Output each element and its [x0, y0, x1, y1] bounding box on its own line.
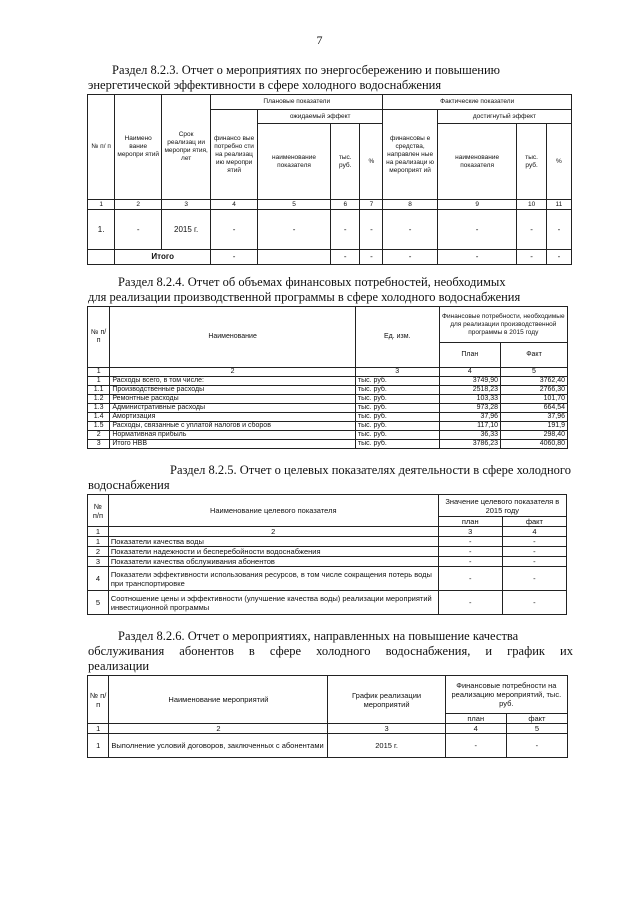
- cell: -: [438, 547, 502, 557]
- cell: -: [546, 250, 571, 265]
- cell: Показатели качества обслуживания абонентов: [108, 557, 438, 567]
- cell: -: [517, 210, 546, 250]
- cell: Производственные расходы: [110, 386, 356, 395]
- col-num: 1: [88, 368, 110, 377]
- cell: 191,9: [501, 422, 568, 431]
- cell: Показатели качества воды: [108, 537, 438, 547]
- cell: Амортизация: [110, 413, 356, 422]
- cell: -: [383, 210, 438, 250]
- cell: 1.2: [88, 395, 110, 404]
- table-row: [88, 210, 572, 250]
- cell: -: [502, 547, 566, 557]
- cell: -: [331, 250, 360, 265]
- cell: 1: [88, 537, 109, 547]
- cell: Нормативная прибыль: [110, 431, 356, 440]
- header-cell: Плановые показатели: [211, 95, 383, 110]
- cell: 1.5: [88, 422, 110, 431]
- cell: Показатели эффективности использования ресурсов, в том числе сокращения потерь воды при транспортировке: [108, 567, 438, 591]
- header-cell: Финансовые потребности, необходимые для реализации производственной программы в 2015 году: [439, 307, 567, 343]
- header-cell: План: [439, 343, 500, 368]
- col-num: 2: [109, 724, 328, 734]
- energy-saving-table: [87, 94, 572, 265]
- header-cell: %: [546, 124, 571, 200]
- cell: Выполнение условий договоров, заключенных с абонентами: [109, 734, 328, 758]
- cell: 101,70: [501, 395, 568, 404]
- cell: 2015 г.: [162, 210, 211, 250]
- total-label: Итого: [115, 250, 211, 265]
- cell: 1.1: [88, 386, 110, 395]
- cell: Итого НВВ: [110, 440, 356, 449]
- cell: 117,10: [439, 422, 500, 431]
- header-cell: Значение целевого показателя в 2015 году: [438, 495, 566, 517]
- cell: 1: [88, 734, 109, 758]
- section-title-line: Раздел 8.2.6. Отчет о мероприятиях, направленных на повышение качества: [118, 629, 519, 643]
- cell: 5: [88, 591, 109, 615]
- header-cell: финансовы е средства, направлен ные на реализаци ю мероприят ий: [383, 110, 438, 200]
- cell: -: [506, 734, 567, 758]
- header-cell: Срок реализац ии меропри ятия, лет: [162, 95, 211, 200]
- header-cell: план: [445, 714, 506, 724]
- cell: тыс. руб.: [355, 431, 439, 440]
- cell: тыс. руб.: [355, 413, 439, 422]
- cell: 973,28: [439, 404, 500, 413]
- cell: -: [438, 557, 502, 567]
- col-num: 11: [546, 200, 571, 210]
- cell: 4060,80: [501, 440, 568, 449]
- col-num: 4: [211, 200, 258, 210]
- section-title: [88, 275, 573, 305]
- col-num: 2: [108, 527, 438, 537]
- col-num: 9: [437, 200, 517, 210]
- target-indicators-table: [87, 494, 567, 615]
- section-title-line: Раздел 8.2.3. Отчет о мероприятиях по энергосбережению и повышению: [112, 63, 500, 77]
- col-num: 8: [383, 200, 438, 210]
- table-row: [88, 404, 568, 413]
- cell: -: [115, 210, 162, 250]
- header-cell: № п/п: [88, 676, 109, 724]
- section-title: [88, 629, 573, 674]
- header-cell: Наименование мероприятий: [109, 676, 328, 724]
- service-quality-table: [87, 675, 568, 758]
- header-cell: Наименование: [110, 307, 356, 368]
- header-cell: Наименование целевого показателя: [108, 495, 438, 527]
- header-cell: № п/п: [88, 307, 110, 368]
- cell: Расходы всего, в том числе:: [110, 377, 356, 386]
- cell: -: [383, 250, 438, 265]
- table-row: [88, 377, 568, 386]
- section-title-line: Раздел 8.2.4. Отчет об объемах финансовых потребностей, необходимых: [118, 275, 506, 289]
- cell: 2: [88, 547, 109, 557]
- col-num: 1: [88, 200, 115, 210]
- cell: 3: [88, 557, 109, 567]
- cell: тыс. руб.: [355, 386, 439, 395]
- header-cell: № п/п: [88, 495, 109, 527]
- cell: -: [437, 250, 517, 265]
- table-row: [88, 734, 568, 758]
- cell: -: [438, 567, 502, 591]
- table-row: [88, 567, 567, 591]
- section-title-line: обслуживания абонентов в сфере холодного водоснабжения, и график их: [88, 644, 573, 658]
- col-num: 3: [355, 368, 439, 377]
- table-row: [88, 413, 568, 422]
- section-title-line: водоснабжения: [88, 478, 170, 492]
- table-row: [88, 431, 568, 440]
- header-cell: Наимено вание меропри ятий: [115, 95, 162, 200]
- header-cell: %: [360, 124, 383, 200]
- section-title-line: Раздел 8.2.5. Отчет о целевых показателях деятельности в сфере холодного: [170, 463, 571, 477]
- cell: -: [211, 250, 258, 265]
- table-row: [88, 386, 568, 395]
- cell: -: [502, 591, 566, 615]
- header-cell: факт: [502, 517, 566, 527]
- col-num: 6: [331, 200, 360, 210]
- col-num: 7: [360, 200, 383, 210]
- section-title: [90, 63, 575, 93]
- col-num: 5: [258, 200, 331, 210]
- col-num: 4: [439, 368, 500, 377]
- table-row: [88, 422, 568, 431]
- cell: 2518,23: [439, 386, 500, 395]
- cell: 1.: [88, 210, 115, 250]
- cell: Показатели надежности и бесперебойности водоснабжения: [108, 547, 438, 557]
- cell: 3: [88, 440, 110, 449]
- cell: 1.4: [88, 413, 110, 422]
- col-num: 4: [502, 527, 566, 537]
- header-cell: наименование показателя: [437, 124, 517, 200]
- col-num: 4: [445, 724, 506, 734]
- header-cell: достигнутый эффект: [437, 110, 571, 124]
- cell: 2015 г.: [328, 734, 445, 758]
- header-cell: план: [438, 517, 502, 527]
- cell: -: [331, 210, 360, 250]
- col-num: 5: [506, 724, 567, 734]
- cell: Соотношение цены и эффективности (улучшение качества воды) реализации мероприятий инвестиционной программы: [108, 591, 438, 615]
- cell: -: [211, 210, 258, 250]
- header-cell: Ед. изм.: [355, 307, 439, 368]
- cell: Административные расходы: [110, 404, 356, 413]
- col-num: 3: [438, 527, 502, 537]
- total-row: [88, 250, 572, 265]
- header-cell: тыс. руб.: [331, 124, 360, 200]
- table-row: [88, 591, 567, 615]
- cell: 2766,30: [501, 386, 568, 395]
- cell: [258, 250, 331, 265]
- table-row: [88, 557, 567, 567]
- cell: 3749,90: [439, 377, 500, 386]
- cell: тыс. руб.: [355, 422, 439, 431]
- header-cell: Факт: [501, 343, 568, 368]
- cell: -: [502, 537, 566, 547]
- table-row: [88, 537, 567, 547]
- header-cell: График реализации мероприятий: [328, 676, 445, 724]
- cell: Расходы, связанные с уплатой налогов и сборов: [110, 422, 356, 431]
- cell: 664,54: [501, 404, 568, 413]
- header-cell: наименование показателя: [258, 124, 331, 200]
- cell: [88, 250, 115, 265]
- col-num: 3: [328, 724, 445, 734]
- cell: -: [502, 557, 566, 567]
- col-num: 10: [517, 200, 546, 210]
- col-num: 5: [501, 368, 568, 377]
- col-num: 1: [88, 724, 109, 734]
- cell: -: [438, 537, 502, 547]
- header-cell: факт: [506, 714, 567, 724]
- header-cell: Фактические показатели: [383, 95, 572, 110]
- cell: 3786,23: [439, 440, 500, 449]
- cell: -: [445, 734, 506, 758]
- cell: -: [546, 210, 571, 250]
- section-title-line: энергетической эффективности в сфере холодного водоснабжения: [88, 78, 442, 92]
- cell: -: [437, 210, 517, 250]
- col-num: 2: [115, 200, 162, 210]
- cell: тыс. руб.: [355, 395, 439, 404]
- col-num: 1: [88, 527, 109, 537]
- table-row: [88, 395, 568, 404]
- page-number: 7: [316, 33, 323, 47]
- cell: Ремонтные расходы: [110, 395, 356, 404]
- section-title: [88, 463, 573, 493]
- cell: тыс. руб.: [355, 404, 439, 413]
- cell: -: [517, 250, 546, 265]
- col-num: 2: [110, 368, 356, 377]
- header-cell: финансо вые потребно сти на реализац ию меропри ятий: [211, 110, 258, 200]
- financial-needs-table: [87, 306, 568, 449]
- cell: -: [438, 591, 502, 615]
- table-row: [88, 440, 568, 449]
- section-title-line: для реализации производственной программы в сфере холодного водоснабжения: [88, 290, 521, 304]
- cell: 36,33: [439, 431, 500, 440]
- cell: тыс. руб.: [355, 440, 439, 449]
- cell: 103,33: [439, 395, 500, 404]
- cell: 37,96: [439, 413, 500, 422]
- cell: -: [502, 567, 566, 591]
- header-cell: ожидаемый эффект: [258, 110, 383, 124]
- cell: 4: [88, 567, 109, 591]
- cell: 2: [88, 431, 110, 440]
- header-cell: тыс. руб.: [517, 124, 546, 200]
- cell: -: [360, 210, 383, 250]
- cell: 1.3: [88, 404, 110, 413]
- cell: 298,40: [501, 431, 568, 440]
- section-title-line: реализации: [88, 659, 150, 673]
- cell: 37,96: [501, 413, 568, 422]
- col-num: 3: [162, 200, 211, 210]
- cell: -: [258, 210, 331, 250]
- header-cell: № п/ п: [88, 95, 115, 200]
- table-row: [88, 547, 567, 557]
- header-cell: Финансовые потребности на реализацию мероприятий, тыс. руб.: [445, 676, 567, 714]
- cell: тыс. руб.: [355, 377, 439, 386]
- cell: 1: [88, 377, 110, 386]
- cell: -: [360, 250, 383, 265]
- cell: 3762,40: [501, 377, 568, 386]
